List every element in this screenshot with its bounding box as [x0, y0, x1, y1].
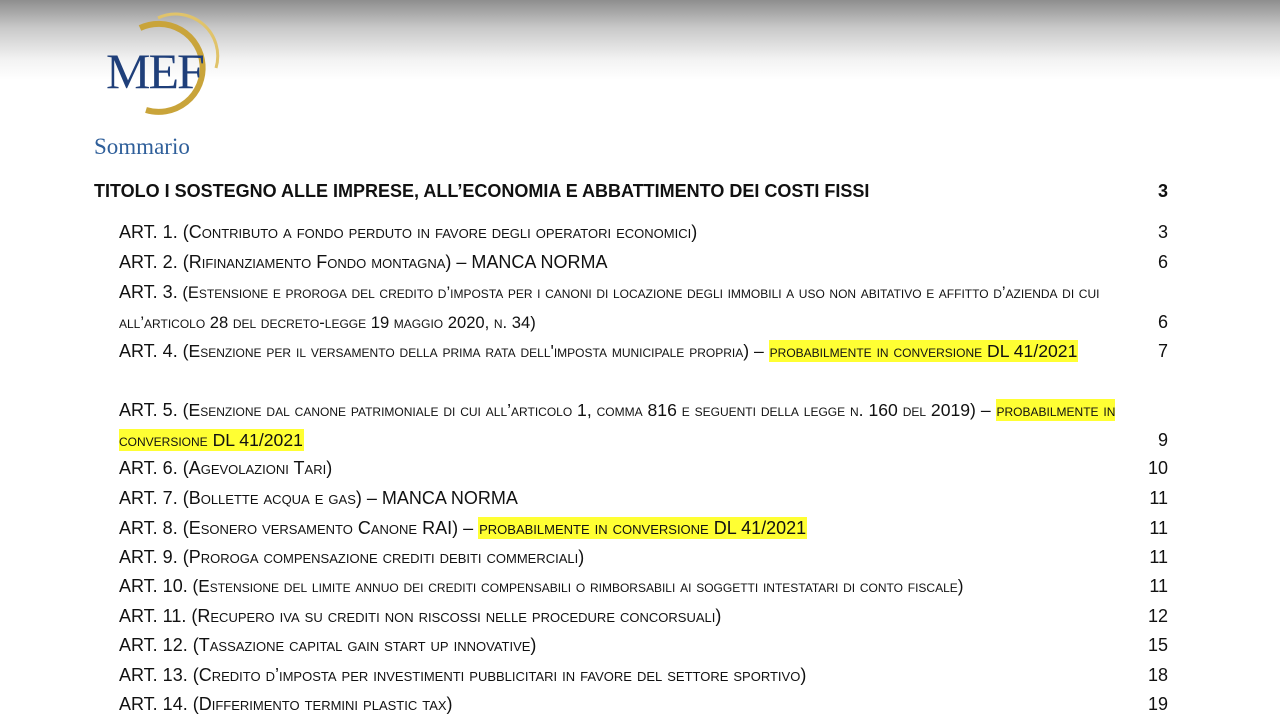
- mef-logo: [98, 8, 228, 118]
- entry-label: ART. 6.: [119, 458, 178, 478]
- entry-tag: –: [463, 518, 474, 538]
- toc-entry[interactable]: [119, 631, 1168, 661]
- entry-desc: (Estensione del limite annuo dei crediti compensabili o rimborsabili ai soggetti intestatari di conto fiscale): [192, 576, 964, 596]
- entry-page: 6: [1157, 252, 1168, 272]
- entry-desc: (Recupero iva su crediti non riscossi nelle procedure concorsuali): [191, 606, 722, 626]
- entry-desc: (Bollette acqua e gas): [182, 488, 362, 508]
- entry-tag: – MANCA NORMA: [456, 252, 608, 272]
- toc-entry[interactable]: [119, 396, 1168, 455]
- entry-label: ART. 14.: [119, 694, 188, 714]
- entry-page: 6: [1157, 311, 1168, 332]
- entry-label: ART. 8.: [119, 518, 178, 538]
- page-title: Sommario: [94, 134, 190, 159]
- entry-tag: –: [980, 400, 991, 420]
- logo-text: MEF: [106, 43, 203, 99]
- entry-label: ART. 1.: [119, 222, 178, 242]
- entry-page: 10: [1147, 458, 1168, 478]
- entry-page: 15: [1147, 635, 1168, 655]
- toc-entry[interactable]: [119, 218, 1168, 248]
- entry-label: ART. 9.: [119, 547, 178, 567]
- entry-highlight: probabilmente in conversione DL 41/2021: [769, 341, 1078, 361]
- toc-entry[interactable]: [119, 602, 1168, 632]
- toc-entry[interactable]: [119, 514, 1168, 544]
- entry-page: 19: [1147, 694, 1168, 714]
- entry-label: ART. 7.: [119, 488, 178, 508]
- entry-tag: – MANCA NORMA: [366, 488, 518, 508]
- entry-label: ART. 10.: [119, 576, 188, 596]
- entry-page: 3: [1157, 222, 1168, 242]
- entry-page: 12: [1147, 606, 1168, 626]
- entry-desc: (Rifinanziamento Fondo montagna): [182, 252, 452, 272]
- entry-label: ART. 2.: [119, 252, 178, 272]
- toc-title-page: 3: [1157, 181, 1168, 201]
- toc-entry[interactable]: [119, 337, 1168, 367]
- entry-desc: (Agevolazioni Tari): [182, 458, 333, 478]
- toc-title-text: TITOLO I SOSTEGNO ALLE IMPRESE, ALL’ECONOMIA E ABBATTIMENTO DEI COSTI FISSI: [94, 181, 870, 201]
- entry-desc: (Tassazione capital gain start up innovative): [192, 635, 537, 655]
- toc-entry[interactable]: [119, 572, 1168, 602]
- entry-desc: (Differimento termini plastic tax): [192, 694, 453, 714]
- entry-page: 7: [1157, 341, 1168, 361]
- entry-desc: (Esonero versamento Canone RAI): [182, 518, 459, 538]
- entry-label: ART. 12.: [119, 635, 188, 655]
- entry-desc: (Estensione e proroga del credito d’imposta per i canoni di locazione degli immobili a uso non abitativo e affitto d’azienda di cui all’articolo 28 del decreto-legge 19 maggio 2020, n. 34): [119, 283, 1100, 332]
- entry-highlight: probabilmente in conversione DL 41/2021: [119, 400, 1116, 450]
- entry-label: ART. 13.: [119, 665, 188, 685]
- entry-page: 11: [1149, 547, 1168, 567]
- entry-label: ART. 11.: [119, 606, 187, 626]
- toc-entry[interactable]: [119, 454, 1168, 484]
- entry-page: 9: [1157, 429, 1168, 450]
- toc-title-row[interactable]: [94, 178, 1168, 204]
- entry-tag: –: [753, 341, 764, 361]
- entry-page: 11: [1149, 518, 1168, 538]
- entry-page: 11: [1149, 488, 1168, 508]
- entry-desc: (Proroga compensazione crediti debiti commerciali): [182, 547, 585, 567]
- entry-label: ART. 5.: [119, 400, 178, 420]
- entry-desc: (Esenzione dal canone patrimoniale di cui all’articolo 1, comma 816 e seguenti della legge n. 160 del 2019): [182, 400, 976, 420]
- entry-label: ART. 3.: [119, 282, 178, 302]
- entry-desc: (Credito d’imposta per investimenti pubblicitari in favore del settore sportivo): [192, 665, 807, 685]
- toc-entry[interactable]: [119, 690, 1168, 720]
- toc-entry[interactable]: [119, 484, 1168, 514]
- entry-highlight: probabilmente in conversione DL 41/2021: [479, 518, 807, 538]
- entry-page: 18: [1147, 665, 1168, 685]
- toc-entry[interactable]: [119, 278, 1168, 337]
- toc-entry[interactable]: [119, 248, 1168, 278]
- entry-desc: (Esenzione per il versamento della prima rata dell'imposta municipale propria): [182, 341, 750, 361]
- entry-label: ART. 4.: [119, 341, 178, 361]
- toc-entry[interactable]: [119, 661, 1168, 691]
- toc-entry[interactable]: [119, 543, 1168, 573]
- entry-desc: (Contributo a fondo perduto in favore degli operatori economici): [182, 222, 698, 242]
- entry-page: 11: [1149, 576, 1168, 596]
